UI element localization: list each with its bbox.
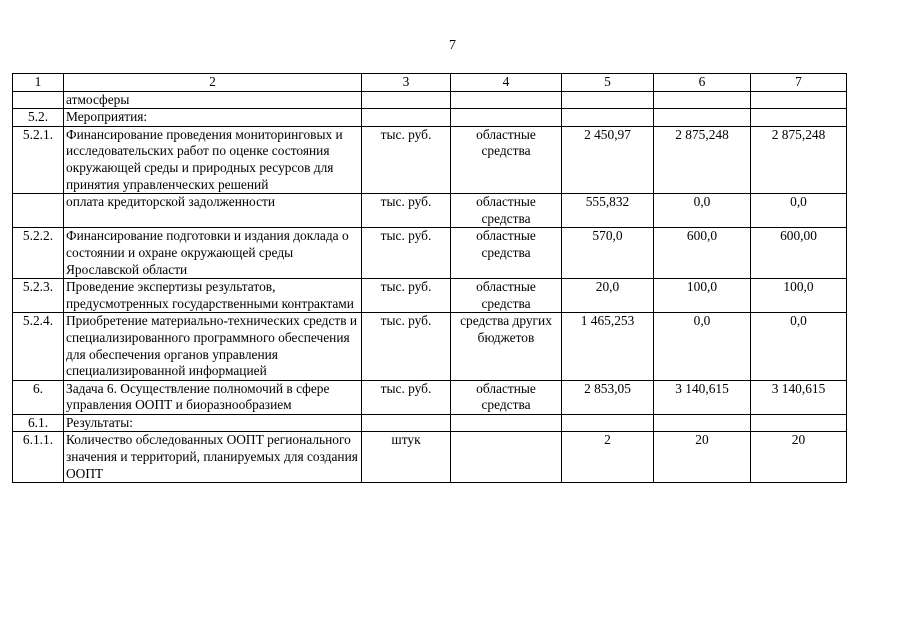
funding-source-cell [451,414,562,432]
value-col7-cell [751,414,847,432]
funding-source-cell [451,109,562,127]
funding-source-cell [451,91,562,109]
item-name-cell: Задача 6. Осуществление полномочий в сфере управления ООПТ и биоразнообразием [64,380,362,414]
item-name-cell: Приобретение материально-технических средств и специализированного программного обеспечения для обеспечения органов управления специализированной информацией [64,313,362,380]
table-row [13,414,847,432]
value-col5-cell: 570,0 [562,228,654,279]
value-col6-cell: 100,0 [654,279,751,313]
program-table [12,73,847,483]
value-col7-cell: 100,0 [751,279,847,313]
unit-cell [362,109,451,127]
value-col7-cell: 600,00 [751,228,847,279]
value-col5-cell: 2 [562,432,654,483]
table-row [13,380,847,414]
unit-cell [362,414,451,432]
table-row [13,91,847,109]
header-cell: 4 [451,74,562,92]
item-name-cell: Проведение экспертизы результатов, предусмотренных государственными контрактами [64,279,362,313]
item-name-cell: Финансирование подготовки и издания доклада о состоянии и охране окружающей среды Ярославской области [64,228,362,279]
unit-cell: тыс. руб. [362,380,451,414]
value-col5-cell: 555,832 [562,194,654,228]
unit-cell: штук [362,432,451,483]
page-number: 7 [449,38,456,53]
table-row [13,432,847,483]
value-col7-cell: 3 140,615 [751,380,847,414]
item-name-cell: оплата кредиторской задолженности [64,194,362,228]
value-col6-cell [654,414,751,432]
table-row [13,126,847,193]
value-col7-cell: 0,0 [751,313,847,380]
row-number-cell: 5.2.4. [13,313,64,380]
value-col6-cell: 0,0 [654,313,751,380]
table-header-row [13,74,847,92]
unit-cell [362,91,451,109]
value-col6-cell [654,109,751,127]
header-cell: 1 [13,74,64,92]
value-col7-cell: 20 [751,432,847,483]
header-cell: 5 [562,74,654,92]
header-cell: 3 [362,74,451,92]
table-row [13,279,847,313]
funding-source-cell: областные средства [451,380,562,414]
funding-source-cell: областные средства [451,228,562,279]
header-cell: 7 [751,74,847,92]
item-name-cell: Результаты: [64,414,362,432]
row-number-cell: 6.1.1. [13,432,64,483]
unit-cell: тыс. руб. [362,279,451,313]
value-col5-cell [562,91,654,109]
value-col6-cell: 600,0 [654,228,751,279]
funding-source-cell: областные средства [451,126,562,193]
table-row [13,109,847,127]
value-col6-cell: 2 875,248 [654,126,751,193]
funding-source-cell: средства других бюджетов [451,313,562,380]
item-name-cell: Мероприятия: [64,109,362,127]
table-row [13,194,847,228]
value-col5-cell [562,414,654,432]
funding-source-cell [451,432,562,483]
item-name-cell: Финансирование проведения мониторинговых и исследовательских работ по оценке состояния окружающей среды и природных ресурсов для принятия управленческих решений [64,126,362,193]
value-col5-cell: 2 853,05 [562,380,654,414]
value-col7-cell [751,91,847,109]
funding-source-cell: областные средства [451,279,562,313]
value-col5-cell [562,109,654,127]
item-name-cell: Количество обследованных ООПТ регионального значения и территорий, планируемых для создания ООПТ [64,432,362,483]
row-number-cell [13,91,64,109]
value-col7-cell [751,109,847,127]
value-col6-cell: 0,0 [654,194,751,228]
value-col6-cell: 3 140,615 [654,380,751,414]
unit-cell: тыс. руб. [362,313,451,380]
value-col5-cell: 20,0 [562,279,654,313]
row-number-cell [13,194,64,228]
unit-cell: тыс. руб. [362,126,451,193]
row-number-cell: 5.2. [13,109,64,127]
value-col7-cell: 0,0 [751,194,847,228]
value-col6-cell: 20 [654,432,751,483]
row-number-cell: 6. [13,380,64,414]
row-number-cell: 6.1. [13,414,64,432]
value-col5-cell: 1 465,253 [562,313,654,380]
table-row [13,228,847,279]
row-number-cell: 5.2.3. [13,279,64,313]
row-number-cell: 5.2.2. [13,228,64,279]
value-col6-cell [654,91,751,109]
value-col5-cell: 2 450,97 [562,126,654,193]
unit-cell: тыс. руб. [362,228,451,279]
value-col7-cell: 2 875,248 [751,126,847,193]
item-name-cell: атмосферы [64,91,362,109]
unit-cell: тыс. руб. [362,194,451,228]
table-row [13,313,847,380]
header-cell: 6 [654,74,751,92]
header-cell: 2 [64,74,362,92]
row-number-cell: 5.2.1. [13,126,64,193]
funding-source-cell: областные средства [451,194,562,228]
